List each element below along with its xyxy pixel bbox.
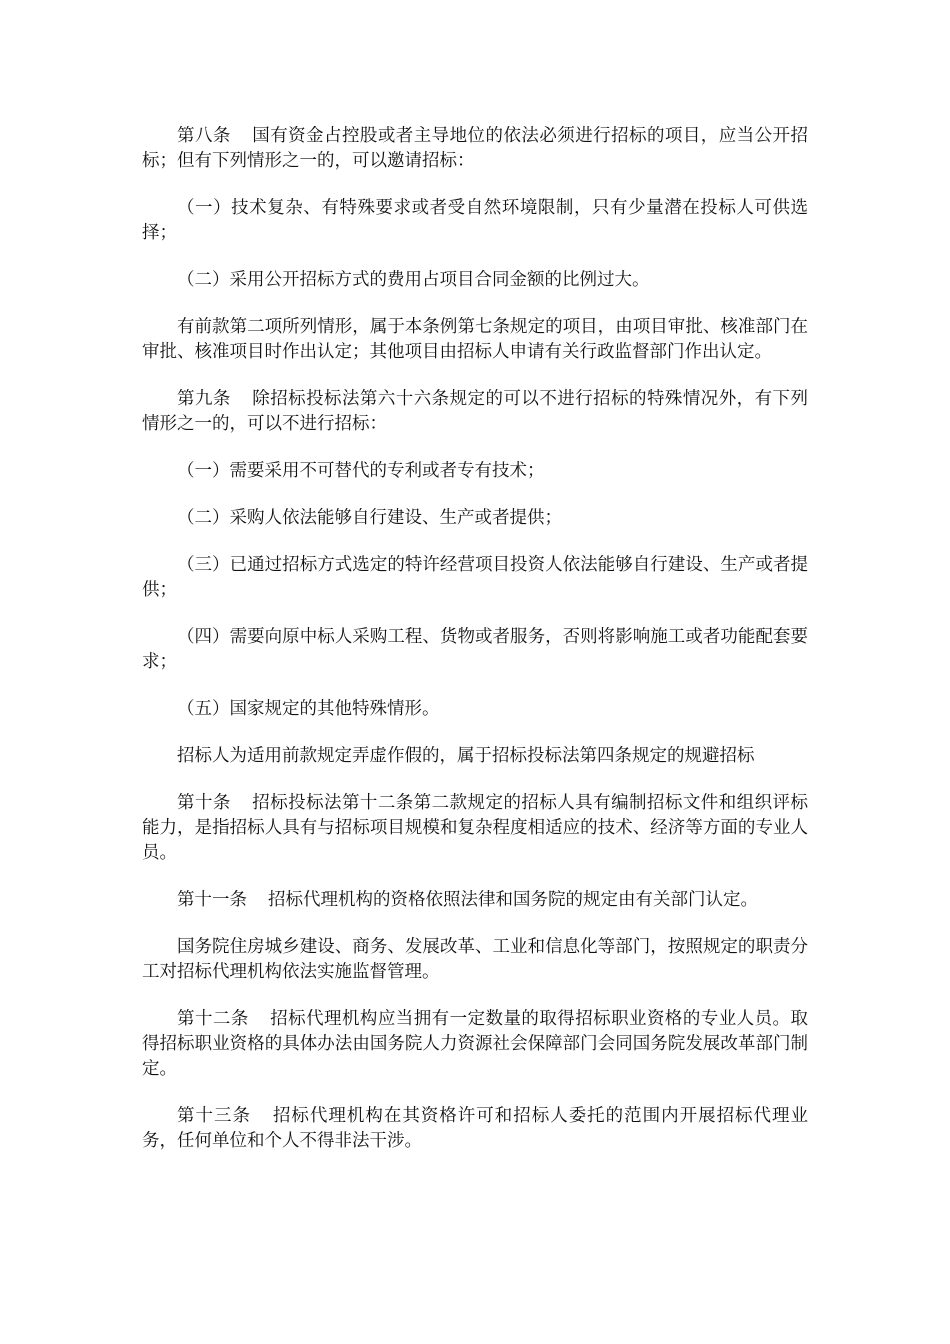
paragraph-text: 国有资金占控股或者主导地位的依法必须进行招标的项目，应当公开招标；但有下列情形之一的，可以邀请招标： <box>142 126 809 171</box>
paragraph-text: 招标代理机构的资格依照法律和国务院的规定由有关部门认定。 <box>268 890 758 910</box>
paragraph-article-10 <box>142 791 808 866</box>
paragraph-article-11 <box>142 888 808 913</box>
paragraph-article-13 <box>142 1104 808 1154</box>
paragraph-text: （二）采购人依法能够自行建设、生产或者提供； <box>177 508 562 528</box>
article-number: 第十三条 <box>177 1106 251 1126</box>
paragraph-text: （一）需要采用不可替代的专利或者专有技术； <box>177 461 545 481</box>
paragraph-11-note <box>142 935 808 985</box>
paragraph-text: 招标代理机构应当拥有一定数量的取得招标职业资格的专业人员。取得招标职业资格的具体办法由国务院人力资源社会保障部门会同国务院发展改革部门制定。 <box>142 1009 808 1079</box>
paragraph-text: 除招标投标法第六十六条规定的可以不进行招标的特殊情况外，有下列情形之一的，可以不进行招标： <box>142 389 809 434</box>
paragraph-item-9-3 <box>142 553 808 603</box>
paragraph-item-9-1 <box>142 459 808 484</box>
article-number: 第十一条 <box>177 890 247 910</box>
article-number: 第十二条 <box>177 1009 249 1029</box>
paragraph-text: （三）已通过招标方式选定的特许经营项目投资人依法能够自行建设、生产或者提供； <box>142 555 808 600</box>
paragraph-item-8-1 <box>142 196 808 246</box>
paragraph-text: 有前款第二项所列情形，属于本条例第七条规定的项目，由项目审批、核准部门在审批、核准项目时作出认定；其他项目由招标人申请有关行政监督部门作出认定。 <box>142 317 808 362</box>
article-number: 第九条 <box>177 389 231 409</box>
article-number: 第八条 <box>177 126 231 146</box>
paragraph-text: （四）需要向原中标人采购工程、货物或者服务，否则将影响施工或者功能配套要求； <box>142 627 808 672</box>
paragraph-text: 招标投标法第十二条第二款规定的招标人具有编制招标文件和组织评标能力，是指招标人具有与招标项目规模和复杂程度相适应的技术、经济等方面的专业人员。 <box>142 793 809 863</box>
paragraph-text: 招标代理机构在其资格许可和招标人委托的范围内开展招标代理业务，任何单位和个人不得非法干涉。 <box>142 1106 809 1151</box>
paragraph-item-9-4 <box>142 625 808 675</box>
paragraph-item-9-5 <box>142 697 808 722</box>
paragraph-text: （五）国家规定的其他特殊情形。 <box>177 699 440 719</box>
paragraph-article-12 <box>142 1007 808 1082</box>
paragraph-text: （一）技术复杂、有特殊要求或者受自然环境限制，只有少量潜在投标人可供选择； <box>142 198 808 243</box>
paragraph-article-8 <box>142 124 808 174</box>
paragraph-9-note <box>142 744 808 769</box>
paragraph-8-note <box>142 315 808 365</box>
paragraph-article-9 <box>142 387 808 437</box>
paragraph-text: 招标人为适用前款规定弄虚作假的，属于招标投标法第四条规定的规避招标 <box>177 746 755 766</box>
paragraph-text: 国务院住房城乡建设、商务、发展改革、工业和信息化等部门，按照规定的职责分工对招标代理机构依法实施监督管理。 <box>142 937 808 982</box>
document-body <box>142 124 808 1176</box>
article-number: 第十条 <box>177 793 231 813</box>
paragraph-item-8-2 <box>142 268 808 293</box>
paragraph-item-9-2 <box>142 506 808 531</box>
paragraph-text: （二）采用公开招标方式的费用占项目合同金额的比例过大。 <box>177 270 650 290</box>
